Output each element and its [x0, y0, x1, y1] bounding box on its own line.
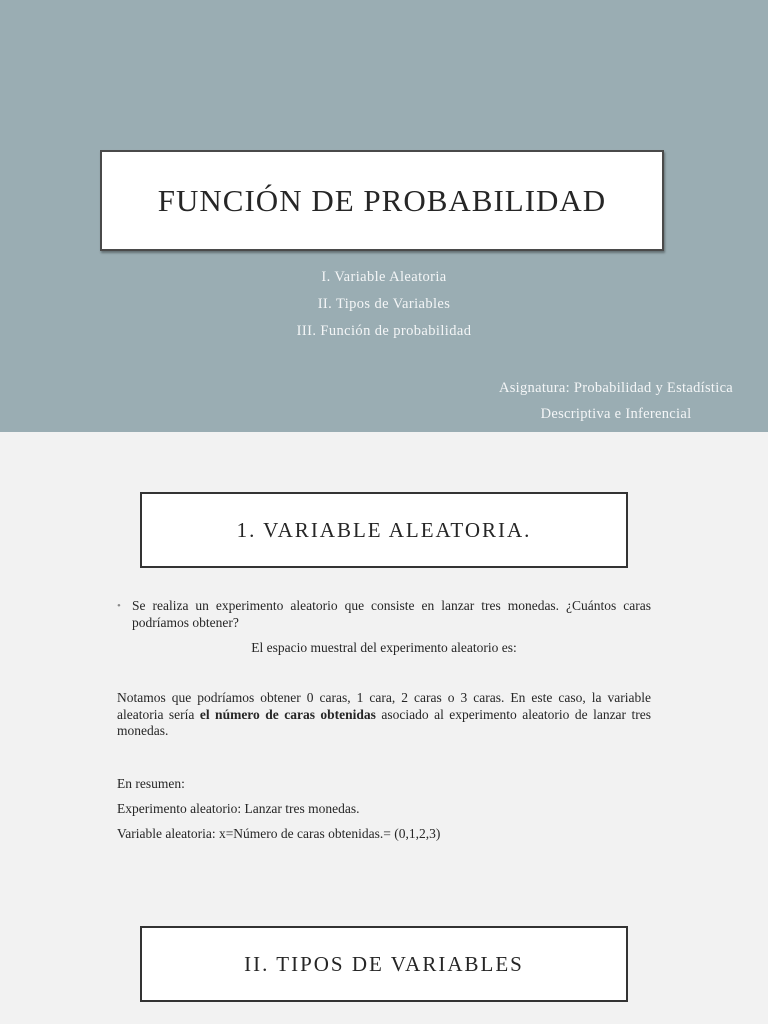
section-title: II. TIPOS DE VARIABLES [244, 951, 524, 976]
bullet-text: Se realiza un experimento aleatorio que consiste en lanzar tres monedas. ¿Cuántos caras podríamos obtener? [132, 598, 651, 630]
summary-line: Variable aleatoria: x=Número de caras obtenidas.= (0,1,2,3) [117, 826, 441, 841]
sample-space-text: El espacio muestral del experimento aleatorio es: [251, 640, 517, 655]
subject-line: Asignatura: Probabilidad y Estadística [498, 380, 734, 396]
title-slide [0, 0, 768, 432]
summary-line: Experimento aleatorio: Lanzar tres monedas. [117, 801, 360, 816]
explanation-text: asociado al experimento aleatorio de lanzar tres monedas. [117, 706, 651, 738]
section-title: 1. VARIABLE ALEATORIA. [236, 517, 532, 542]
toc-item: I. Variable Aleatoria [321, 269, 447, 285]
summary-heading: En resumen: [117, 776, 185, 791]
bullet-icon: • [117, 600, 121, 612]
toc-item: III. Función de probabilidad [296, 323, 472, 339]
subject-line: Descriptiva e Inferencial [540, 406, 692, 422]
explanation-bold: el número de caras obtenidas [199, 706, 376, 722]
explanation-text: Notamos que podríamos obtener 0 caras, 1 cara, 2 caras o 3 caras. En este caso, la variable aleatoria sería [117, 690, 651, 722]
page-title: FUNCIÓN DE PROBABILIDAD [157, 182, 607, 218]
explanation-paragraph [117, 690, 651, 740]
section-title-box [140, 492, 628, 568]
subject-label [484, 375, 748, 427]
toc-item: II. Tipos de Variables [317, 296, 451, 312]
title-box [100, 150, 664, 251]
bullet-item [117, 598, 651, 631]
section-title-box [140, 926, 628, 1002]
table-of-contents [0, 266, 768, 347]
